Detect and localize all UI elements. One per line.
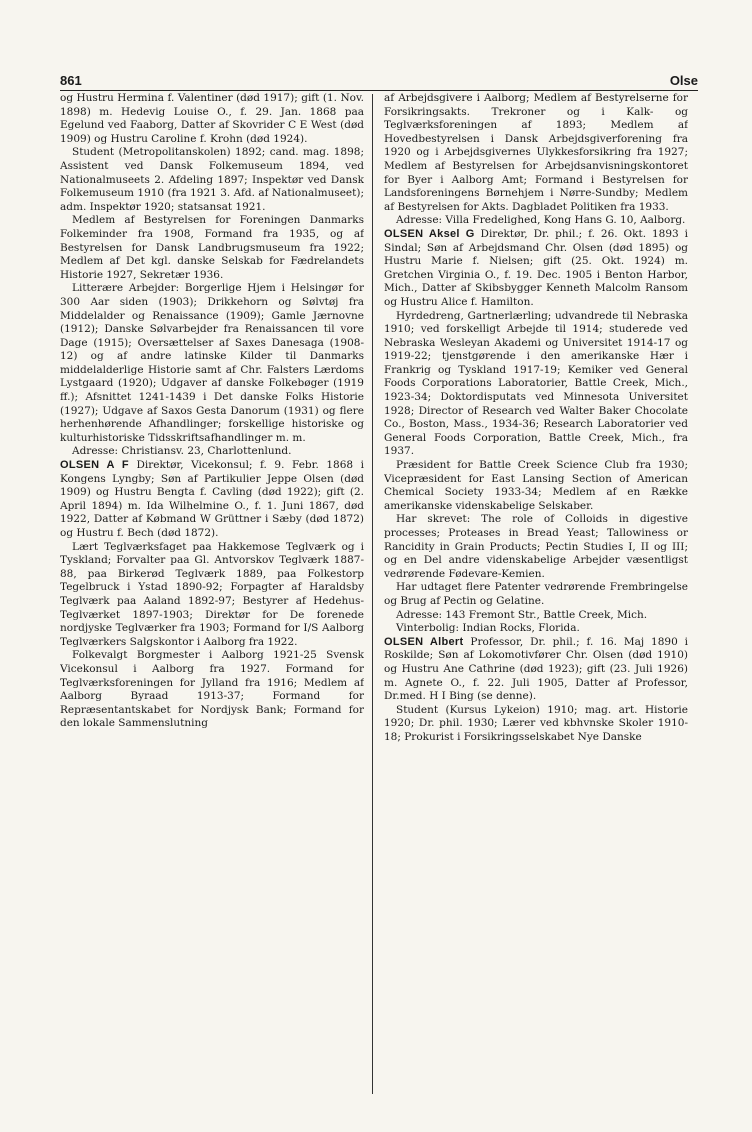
paragraph	[384, 459, 688, 513]
page-header	[60, 72, 698, 91]
paragraph	[384, 513, 688, 581]
page-number: 861	[60, 73, 82, 88]
paragraph-text: Hyrdedreng, Gartnerlærling; udvandrede til Nebraska 1910; ved forskelligt Arbejde til 1914; studerede ved Nebraska Wesleyan Akademi og Universitet 1914-17 og 1919-22; tjenstgørende i den amerikanske Hær i Frankrig og Tyskland 1917-19; Kemiker ved General Foods Corporations Laboratorier, Battle Creek, Mich., 1923-34; Doktordisputats ved Minnesota Universitet 1928; Director of Research ved Walter Baker Chocolate Co., Boston, Mass., 1934-36; Research Laboratorier ved General Foods Corporation, Battle Creek, Mich., fra 1937.	[384, 309, 688, 458]
paragraph	[384, 622, 688, 636]
biography-entry	[384, 636, 688, 704]
running-head: Olse	[669, 73, 698, 88]
paragraph-text: og Hustru Hermina f. Valentiner (død 1917); gift (1. Nov. 1898) m. Hedevig Louise O., f. 29. Jan. 1868 paa Egelund ved Faaborg, Datter af Skovrider C E West (død 1909) og Hustru Caroline f. Krohn (død 1924).	[60, 92, 364, 145]
paragraph	[384, 310, 688, 460]
paragraph-text: Adresse: Villa Fredelighed, Kong Hans G. 10, Aalborg.	[396, 214, 686, 227]
paragraph	[60, 649, 364, 731]
paragraph-text: Student (Metropolitanskolen) 1892; cand. mag. 1898; Assistent ved Dansk Folkemuseum 1894, ved Nationalmuseets 2. Afdeling 1897; Inspektør ved Dansk Folkemuseum 1910 (fra 1921 3. Afd. af Nationalmuseet); adm. Inspektør 1920; statsansat 1921.	[60, 146, 364, 213]
paragraph	[60, 214, 364, 282]
paragraph-text: af Arbejdsgivere i Aalborg; Medlem af Bestyrelserne for Forsikringsakts. Trekroner og i Kalk- og Teglværksforeningen af 1893; Medlem af Hovedbestyrelsen i Dansk Arbejdsgiverforening fra 1920 og i Arbejdsgivernes Ulykkesforsikring fra 1927; Medlem af Bestyrelsen for Arbejdsanvisningskontoret for Byer i Aalborg Amt; Formand i Bestyrelsen for Landsforeningens Børnehjem i Nørre-Sundby; Medlem af Bestyrelsen for Akts. Dagbladet Politiken fra 1933.	[384, 92, 688, 213]
paragraph-text: Medlem af Bestyrelsen for Foreningen Danmarks Folkeminder fra 1908, Formand fra 1935, og af Bestyrelsen for Dansk Landbrugsmuseum fra 1922; Medlem af Det kgl. danske Selskab for Fædrelandets Historie 1927, Sekretær 1936.	[60, 214, 364, 281]
right-column	[384, 92, 688, 1092]
paragraph-text: Har skrevet: The role of Colloids in digestive processes; Proteases in Bread Yeast; Tallowiness or Rancidity in Grain Products; Pectin Studies I, II og III; og en Del andre videnskabelige Arbejder væsentligst vedrørende Fødevare-Kemien.	[384, 513, 688, 580]
paragraph	[384, 92, 688, 214]
biography-entry	[384, 228, 688, 310]
paragraph	[60, 541, 364, 650]
paragraph	[60, 92, 364, 146]
paragraph-text: Præsident for Battle Creek Science Club fra 1930; Vicepræsident for East Lansing Section of American Chemical Society 1933-34; Medlem af en Række amerikanske videnskabelige Selskaber.	[384, 459, 688, 512]
paragraph	[60, 146, 364, 214]
entry-heading: OLSEN Albert	[384, 635, 464, 648]
paragraph-text: Vinterbolig: Indian Rocks, Florida.	[396, 622, 580, 635]
paragraph-text: Adresse: 143 Fremont Str., Battle Creek, Mich.	[396, 608, 648, 621]
paragraph-text: Har udtaget flere Patenter vedrørende Frembringelse og Brug af Pectin og Gelatine.	[384, 581, 688, 607]
paragraph-text: Folkevalgt Borgmester i Aalborg 1921-25 Svensk Vicekonsul i Aalborg fra 1927. Formand for Teglværksforeningen for Jylland fra 1916; Medlem af Aalborg Byraad 1913-37; Formand for Repræsentantskabet for Nordjysk Bank; Formand for den lokale Sammenslutning	[60, 649, 364, 730]
column-divider	[372, 94, 373, 1094]
entry-heading: OLSEN Aksel G	[384, 227, 475, 240]
paragraph	[384, 214, 688, 228]
paragraph-text: Student (Kursus Lykeion) 1910; mag. art. Historie 1920; Dr. phil. 1930; Lærer ved kbhvnske Skoler 1910-18; Prokurist i Forsikringsselskabet Nye Danske	[384, 703, 688, 743]
paragraph	[60, 445, 364, 459]
paragraph-text: Professor, Dr. phil.; f. 16. Maj 1890 i Roskilde; Søn af Lokomotivfører Chr. Olsen (død 1910) og Hustru Ane Cathrine (død 1923); gift (23. Juli 1926) m. Agnete O., f. 22. Juli 1905, Datter af Professor, Dr.med. H I Bing (se denne).	[384, 635, 688, 703]
paragraph	[384, 704, 688, 745]
paragraph-text: Direktør, Vicekonsul; f. 9. Febr. 1868 i Kongens Lyngby; Søn af Partikulier Jeppe Olsen (død 1909) og Hustru Bengta f. Cavling (død 1922); gift (2. April 1894) m. Ida Wilhelmine O., f. 1. Juni 1867, død 1922, Datter af Købmand W Grüttner i Sæby (død 1872) og Hustru f. Bech (død 1872).	[60, 459, 364, 539]
entry-heading: OLSEN A F	[60, 459, 129, 472]
paragraph	[384, 581, 688, 608]
paragraph	[60, 282, 364, 445]
paragraph-text: Direktør, Dr. phil.; f. 26. Okt. 1893 i Sindal; Søn af Arbejdsmand Chr. Olsen (død 1895) og Hustru Marie f. Nielsen; gift (25. Okt. 1924) m. Gretchen Virginia O., f. 19. Dec. 1905 i Benton Harbor, Mich., Datter af Skibsbygger Kenneth Malcolm Ransom og Hustru Alice f. Hamilton.	[384, 227, 688, 308]
biography-entry	[60, 459, 364, 541]
paragraph-text: Litterære Arbejder: Borgerlige Hjem i Helsingør for 300 Aar siden (1903); Drikkehorn og Sølvtøj fra Middelalder og Renaissance (1909); Gamle Jærnovne (1912); Danske Sølvarbejder fra Renaissancen til vore Dage (1915); Oversættelser af Saxes Danesaga (1908-12) og af andre latinske Kilder til Danmarks middelalderlige Historie samt af Chr. Falsters Lærdoms Lystgaard (1920); Udgaver af danske Folkebøger (1919 ff.); Afsnittet 1241-1439 i Det danske Folks Historie (1927); Udgave af Saxos Gesta Danorum (1931) og flere herhenhørende Afhandlinger; forskellige historiske og kulturhistoriske Tidsskriftsafhandlinger m. m.	[60, 282, 364, 444]
paragraph-text: Adresse: Christiansv. 23, Charlottenlund.	[72, 445, 292, 458]
paragraph-text: Lært Teglværksfaget paa Hakkemose Teglværk og i Tyskland; Forvalter paa Gl. Antvorskov Teglværk 1887-88, paa Birkerød Teglværk 1889, paa Folkestorp Tegelbruck i Ystad 1890-92; Forpagter af Haraldsby Teglværk paa Aaland 1892-97; Bestyrer af Hedehus-Teglværket 1897-1903; Direktør for De forenede nordjyske Teglværker fra 1903; Formand for I/S Aalborg Teglværkers Salgskontor i Aalborg fra 1922.	[60, 540, 364, 648]
paragraph	[384, 609, 688, 623]
left-column	[60, 92, 364, 1092]
